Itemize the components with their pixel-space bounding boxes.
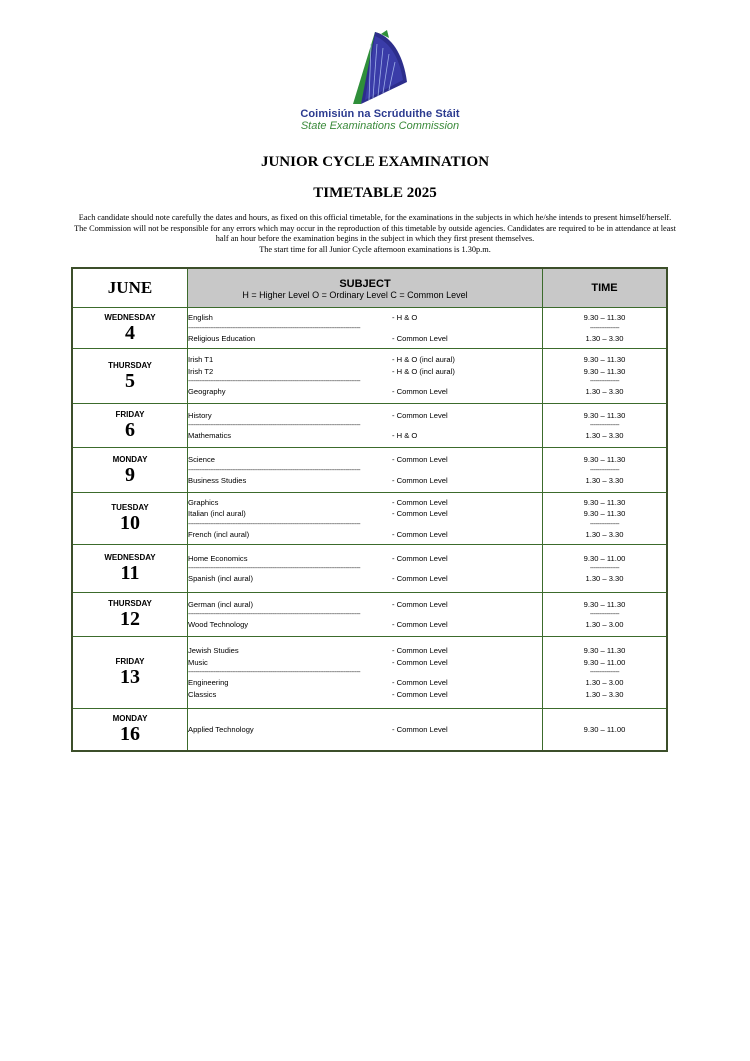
exam-time: 1.30 – 3.30	[585, 689, 624, 699]
day-of-week: THURSDAY	[108, 360, 152, 370]
exam-subject: Engineering	[188, 678, 229, 687]
session-separator: ----------------------------------------------------------------------------------------------	[188, 422, 361, 429]
org-name-english: State Examinations Commission	[300, 120, 460, 132]
day-of-week: THURSDAY	[108, 599, 152, 608]
exam-time: 1.30 – 3.30	[585, 529, 624, 539]
exam-entry	[188, 508, 542, 520]
exam-level: - Common Level	[392, 387, 448, 397]
subjects-cell	[188, 404, 543, 448]
exam-subject: Science	[188, 455, 216, 464]
exam-level: - Common Level	[392, 689, 448, 699]
exam-time: 9.30 – 11.30	[583, 355, 626, 365]
exam-level: - H & O (incl aural)	[392, 366, 455, 376]
exam-subject: Italian (incl aural)	[188, 509, 246, 519]
exam-entry	[188, 366, 542, 378]
exam-time: 9.30 – 11.30	[583, 455, 626, 464]
day-row	[72, 637, 667, 709]
times-cell	[543, 404, 668, 448]
times-cell	[543, 545, 668, 593]
times-cell	[543, 448, 668, 493]
exam-level: - Common Level	[392, 475, 448, 485]
exam-entry	[188, 689, 542, 701]
exam-entry	[188, 386, 542, 398]
exam-time: 1.30 – 3.30	[585, 387, 624, 397]
day-date: 5	[125, 369, 135, 392]
time-separator: ----------------	[589, 324, 620, 332]
levels-legend: H = Higher Level O = Ordinary Level C = Common Level	[242, 290, 468, 300]
day-cell	[72, 493, 188, 545]
intro-line: The start time for all Junior Cycle afternoon examinations is 1.30p.m.	[259, 244, 491, 254]
subject-header-label: SUBJECT	[339, 278, 391, 290]
exam-level: - Common Level	[392, 724, 448, 734]
exam-time: 9.30 – 11.30	[583, 410, 626, 420]
intro-line: Each candidate should note carefully the dates and hours, as fixed on this official timetable, for the examinations in the subjects in which he/she intends to present himself/herself.	[78, 213, 672, 222]
exam-level: - Common Level	[392, 553, 448, 563]
exam-entry	[188, 312, 542, 324]
session-separator: ----------------------------------------------------------------------------------------------	[188, 466, 361, 474]
page-title: JUNIOR CYCLE EXAMINATION	[260, 154, 490, 170]
exam-level: - Common Level	[392, 497, 448, 507]
exam-subject: English	[188, 313, 213, 322]
exam-time: 1.30 – 3.30	[585, 475, 624, 485]
day-date: 16	[120, 722, 140, 745]
exam-entry	[188, 553, 542, 565]
exam-entry	[188, 354, 542, 366]
day-of-week: TUESDAY	[111, 503, 149, 512]
exam-level: - Common Level	[392, 333, 448, 343]
exam-level: - Common Level	[392, 620, 448, 629]
exam-time: 9.30 – 11.30	[583, 509, 626, 519]
exam-subject: Applied Technology	[188, 724, 254, 734]
exam-time: 9.30 – 11.30	[583, 646, 626, 655]
time-separator: ----------------	[589, 565, 620, 572]
exam-time: 9.30 – 11.30	[583, 366, 626, 376]
exam-time: 9.30 – 11.30	[583, 313, 626, 322]
exam-subject: Business Studies	[188, 475, 247, 485]
day-row	[72, 349, 667, 404]
day-cell	[72, 637, 188, 709]
exam-level: - Common Level	[392, 410, 448, 420]
day-cell	[72, 593, 188, 637]
exam-subject: History	[188, 410, 212, 420]
times-cell	[543, 637, 668, 709]
exam-time: 9.30 – 11.00	[583, 657, 626, 667]
day-row	[72, 545, 667, 593]
exam-time: 1.30 – 3.00	[585, 678, 624, 687]
exam-entry	[188, 454, 542, 466]
subjects-cell	[188, 448, 543, 493]
subjects-cell	[188, 493, 543, 545]
session-separator: ----------------------------------------------------------------------------------------------	[188, 565, 361, 572]
session-separator: ----------------------------------------------------------------------------------------------	[188, 669, 361, 676]
session-separator: ----------------------------------------------------------------------------------------------	[188, 520, 361, 528]
day-cell	[72, 709, 188, 751]
times-cell	[543, 593, 668, 637]
org-name-irish: Coimisiún na Scrúduithe Stáit	[300, 108, 460, 120]
exam-level: - Common Level	[392, 678, 448, 687]
intro-text	[45, 213, 705, 255]
time-separator: ----------------	[589, 611, 620, 618]
times-cell	[543, 308, 668, 349]
exam-subject: Music	[188, 657, 208, 667]
day-date: 11	[120, 562, 140, 584]
exam-time: 9.30 – 11.00	[583, 553, 626, 563]
time-header: TIME	[543, 268, 668, 308]
times-cell	[543, 493, 668, 545]
exam-entry	[188, 529, 542, 541]
time-separator: ----------------	[589, 669, 620, 676]
exam-level: - H & O	[392, 431, 418, 440]
exam-time: 1.30 – 3.30	[585, 431, 624, 440]
month-header: JUNE	[72, 268, 188, 308]
exam-entry	[188, 497, 542, 509]
day-row	[72, 709, 667, 751]
day-row	[72, 308, 667, 349]
exam-entry	[188, 677, 542, 689]
subjects-cell	[188, 593, 543, 637]
day-of-week: MONDAY	[112, 713, 148, 723]
timetable	[71, 267, 668, 752]
day-date: 4	[125, 321, 135, 344]
exam-level: - Common Level	[392, 574, 448, 583]
times-cell	[543, 709, 668, 751]
exam-entry	[188, 599, 542, 611]
exam-subject: Home Economics	[188, 553, 248, 563]
exam-entry	[188, 724, 542, 736]
time-separator: ----------------	[589, 466, 620, 474]
exam-level: - H & O	[392, 313, 418, 322]
subjects-cell	[188, 545, 543, 593]
day-of-week: FRIDAY	[115, 657, 145, 666]
exam-time: 1.30 – 3.00	[585, 620, 624, 629]
exam-subject: Geography	[188, 387, 226, 397]
times-cell	[543, 349, 668, 404]
day-cell	[72, 308, 188, 349]
time-separator: ----------------	[589, 422, 620, 429]
day-cell	[72, 545, 188, 593]
exam-subject: Classics	[188, 689, 217, 699]
exam-level: - Common Level	[392, 646, 448, 655]
day-date: 13	[120, 666, 140, 688]
exam-subject: Graphics	[188, 497, 219, 507]
day-date: 6	[125, 419, 135, 441]
exam-time: 1.30 – 3.30	[585, 574, 624, 583]
subjects-cell	[188, 637, 543, 709]
session-separator: ----------------------------------------------------------------------------------------------	[188, 378, 361, 386]
exam-level: - Common Level	[392, 529, 448, 539]
subjects-cell	[188, 308, 543, 349]
exam-time: 9.30 – 11.30	[583, 497, 626, 507]
exam-subject: Irish T1	[188, 355, 214, 365]
exam-level: - Common Level	[392, 509, 448, 519]
exam-subject: Jewish Studies	[188, 646, 239, 655]
exam-entry	[188, 333, 542, 345]
exam-entry	[188, 645, 542, 657]
exam-level: - Common Level	[392, 455, 448, 464]
subject-header	[188, 268, 543, 308]
time-separator: ----------------	[589, 520, 620, 528]
exam-entry	[188, 430, 542, 442]
exam-subject: Mathematics	[188, 431, 232, 440]
day-row	[72, 448, 667, 493]
day-row	[72, 404, 667, 448]
intro-line: The Commission will not be responsible for any errors which may occur in the reproduction of this timetable by outside agencies. Candidates are required to be in attendance at least	[74, 223, 676, 233]
day-row	[72, 593, 667, 637]
exam-subject: Spanish (incl aural)	[188, 574, 253, 583]
exam-subject: French (incl aural)	[188, 529, 250, 539]
session-separator: ----------------------------------------------------------------------------------------------	[188, 324, 361, 332]
exam-level: - Common Level	[392, 657, 448, 667]
exam-level: - H & O (incl aural)	[392, 355, 455, 365]
day-row	[72, 493, 667, 545]
day-date: 9	[125, 463, 135, 486]
exam-entry	[188, 475, 542, 487]
day-of-week: FRIDAY	[115, 410, 145, 419]
day-date: 10	[120, 512, 140, 534]
session-separator: ----------------------------------------------------------------------------------------------	[188, 611, 361, 618]
day-date: 12	[120, 608, 140, 630]
exam-entry	[188, 657, 542, 669]
exam-subject: Religious Education	[188, 333, 256, 343]
subjects-cell	[188, 709, 543, 751]
day-of-week: MONDAY	[112, 454, 148, 464]
exam-subject: German (incl aural)	[188, 599, 253, 609]
day-of-week: WEDNESDAY	[104, 553, 156, 562]
exam-entry	[188, 619, 542, 631]
day-cell	[72, 448, 188, 493]
exam-entry	[188, 573, 542, 585]
exam-subject: Irish T2	[188, 366, 214, 376]
harp-logo-icon	[345, 30, 415, 106]
sec-logo	[290, 30, 470, 140]
page-subtitle: TIMETABLE 2025	[313, 185, 437, 201]
exam-entry	[188, 410, 542, 422]
day-cell	[72, 404, 188, 448]
exam-subject: Wood Technology	[188, 620, 249, 629]
exam-time: 1.30 – 3.30	[585, 333, 624, 343]
day-of-week: WEDNESDAY	[104, 312, 156, 322]
timetable-body	[72, 308, 667, 751]
time-separator: ----------------	[589, 378, 620, 386]
exam-time: 9.30 – 11.00	[583, 724, 626, 734]
subjects-cell	[188, 349, 543, 404]
intro-line: half an hour before the examination begins in the subject in which they first present themselves.	[215, 234, 535, 243]
day-cell	[72, 349, 188, 404]
exam-level: - Common Level	[392, 599, 448, 609]
timetable-header-row	[72, 268, 667, 308]
exam-time: 9.30 – 11.30	[583, 599, 626, 609]
